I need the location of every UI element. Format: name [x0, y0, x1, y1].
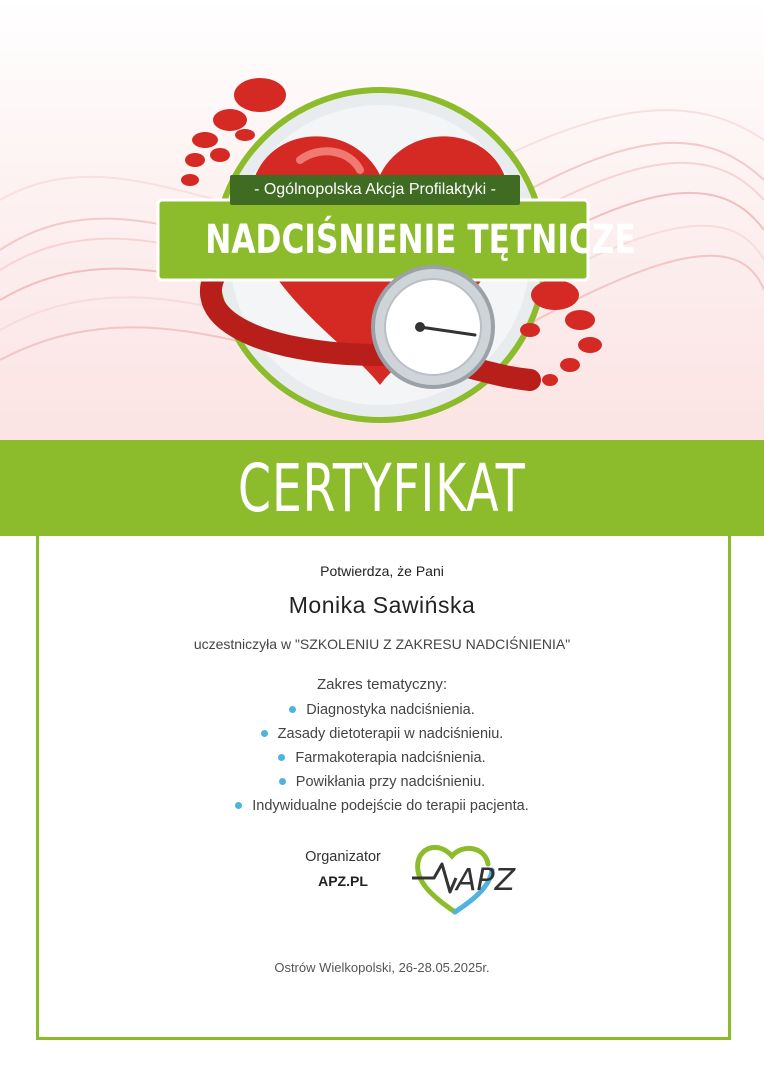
pressure-gauge-icon [373, 267, 493, 387]
campaign-subtitle: - Ogólnopolska Akcja Profilaktyki - [254, 181, 496, 198]
participant-name: Monika Sawińska [288, 592, 476, 618]
campaign-logo [150, 55, 636, 435]
apz-logo [410, 840, 520, 920]
bullet-icon [278, 754, 285, 761]
organizer-label: Organizator [305, 849, 381, 865]
hero-section [0, 0, 764, 440]
date-place: Ostrów Wielkopolski, 26-28.05.2025r. [274, 960, 490, 975]
certificate-banner [0, 440, 764, 536]
participation-text: uczestniczyła w "SZKOLENIU Z ZAKRESU NADCIŚNIENIA" [193, 636, 571, 652]
scope-heading: Zakres tematyczny: [316, 676, 448, 693]
list-item: Farmakoterapia nadciśnienia. [0, 746, 764, 770]
list-item: Indywidualne podejście do terapii pacjenta. [0, 794, 764, 818]
bullet-icon [289, 706, 296, 713]
bullet-icon [279, 778, 286, 785]
certificate-title: CERTYFIKAT [238, 449, 526, 527]
list-item: Zasady dietoterapii w nadciśnieniu. [0, 722, 764, 746]
confirm-text: Potwierdza, że Pani [320, 563, 444, 579]
campaign-title: NADCIŚNIENIE TĘTNICZE [205, 217, 636, 263]
apz-logo-text: APZ [456, 863, 516, 898]
bullet-icon [261, 730, 268, 737]
organizer-name: APZ.PL [318, 873, 368, 889]
list-item: Diagnostyka nadciśnienia. [0, 698, 764, 722]
bullet-icon [235, 802, 242, 809]
list-item: Powikłania przy nadciśnieniu. [0, 770, 764, 794]
topic-list [0, 698, 764, 818]
